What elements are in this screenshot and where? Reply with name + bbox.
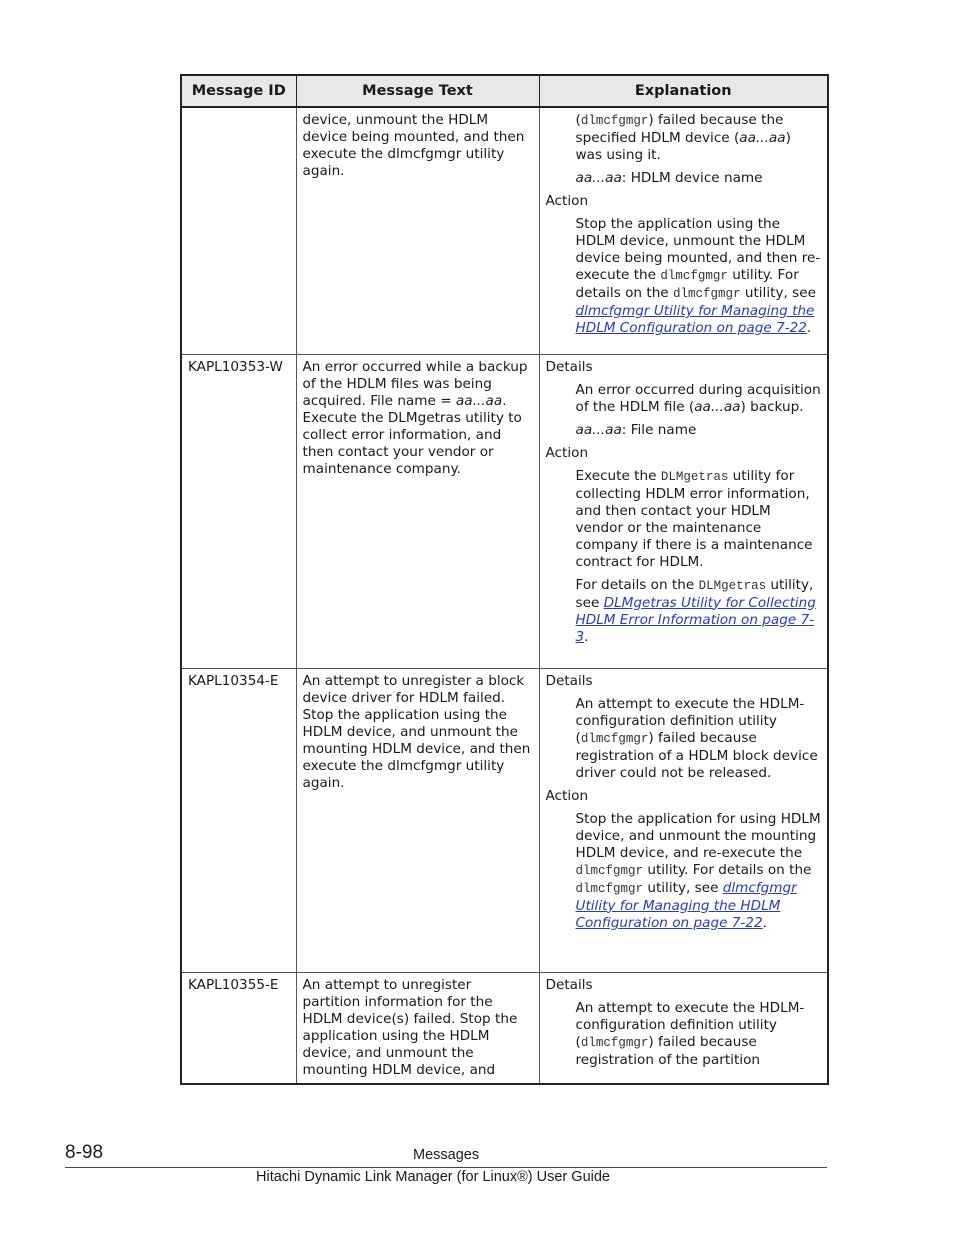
action-label: Action — [545, 193, 589, 209]
header-message-text: Message Text — [296, 75, 539, 107]
table-row — [181, 668, 828, 972]
section-title: Messages — [413, 1147, 480, 1163]
footer-divider — [65, 1167, 827, 1168]
cross-reference-link[interactable]: dlmcfgmgr Utility for Managing the HDLM Configuration on page 7-22 — [575, 303, 815, 336]
header-message-id: Message ID — [181, 75, 296, 107]
messages-table — [180, 74, 829, 1085]
header-explanation: Explanation — [539, 75, 828, 107]
action-text: Stop the application using the HDLM device, unmount the HDLM device being mounted, and then re-execute the dlmcfgmgr utility. For details on the dlmcfgmgr utility, see dlmcfgmgr Utility for Managing the HDLM Configuration on page 7-22. — [575, 216, 821, 336]
table-row — [181, 972, 828, 1084]
page-number: 8-98 — [65, 1142, 104, 1163]
message-text: device, unmount the HDLM device being mounted, and then execute the dlmcfgmgr utility again. — [296, 107, 539, 354]
action-text: Execute the DLMgetras utility for collecting HDLM error information, and then contact your HDLM vendor or the maintenance company if there is a maintenance contract for HDLM. — [575, 467, 813, 570]
details-label: Details — [545, 672, 593, 689]
book-title: Hitachi Dynamic Link Manager (for Linux®) User Guide — [256, 1169, 610, 1185]
variable-description: aa...aa: HDLM device name — [575, 170, 763, 186]
explanation — [539, 107, 828, 354]
action-label: Action — [545, 444, 589, 461]
table-header-row — [181, 75, 828, 107]
message-id: KAPL10354-E — [181, 668, 296, 972]
message-text: An error occurred while a backup of the HDLM files was being acquired. File name = aa...aa. Execute the DLMgetras utility to collect error information, and then contact your vendor or maintenance company. — [296, 354, 539, 668]
reference-text: For details on the DLMgetras utility, see DLMgetras Utility for Collecting HDLM Error Information on page 7-3. — [575, 576, 816, 645]
table-row — [181, 107, 828, 354]
details-text: An attempt to execute the HDLM-configuration definition utility (dlmcfgmgr) failed because registration of the partition — [575, 999, 805, 1068]
action-text: Stop the application for using HDLM device, and unmount the mounting HDLM device, and re-execute the dlmcfgmgr utility. For details on the dlmcfgmgr utility, see dlmcfgmgr Utility for Managing the HDLM Configuration on page 7-22. — [575, 810, 821, 931]
explanation — [539, 668, 828, 972]
message-text: An attempt to unregister partition information for the HDLM device(s) failed. Stop the application using the HDLM device, and unmount the mounting HDLM device, and — [296, 972, 539, 1084]
details-text: An attempt to execute the HDLM-configuration definition utility (dlmcfgmgr) failed because registration of a HDLM block device driver could not be released. — [575, 695, 818, 781]
action-label: Action — [545, 787, 589, 804]
message-id: KAPL10355-E — [181, 972, 296, 1084]
table-row — [181, 354, 828, 668]
details-text: (dlmcfgmgr) failed because the specified HDLM device (aa...aa) was using it. — [575, 112, 791, 163]
cross-reference-link[interactable]: DLMgetras Utility for Collecting HDLM Error Information on page 7-3 — [575, 594, 816, 645]
message-text: An attempt to unregister a block device driver for HDLM failed. Stop the application using the HDLM device, and unmount the mounting HDLM device, and then execute the dlmcfgmgr utility again. — [296, 668, 539, 972]
variable-description: aa...aa: File name — [575, 421, 697, 438]
details-label: Details — [545, 976, 593, 993]
details-text: An error occurred during acquisition of the HDLM file (aa...aa) backup. — [575, 381, 821, 415]
message-id: KAPL10353-W — [181, 354, 296, 668]
explanation — [539, 354, 828, 668]
details-label: Details — [545, 358, 593, 375]
cross-reference-link[interactable]: dlmcfgmgr Utility for Managing the HDLM Configuration on page 7-22 — [575, 879, 797, 931]
explanation — [539, 972, 828, 1084]
message-id — [181, 107, 296, 354]
